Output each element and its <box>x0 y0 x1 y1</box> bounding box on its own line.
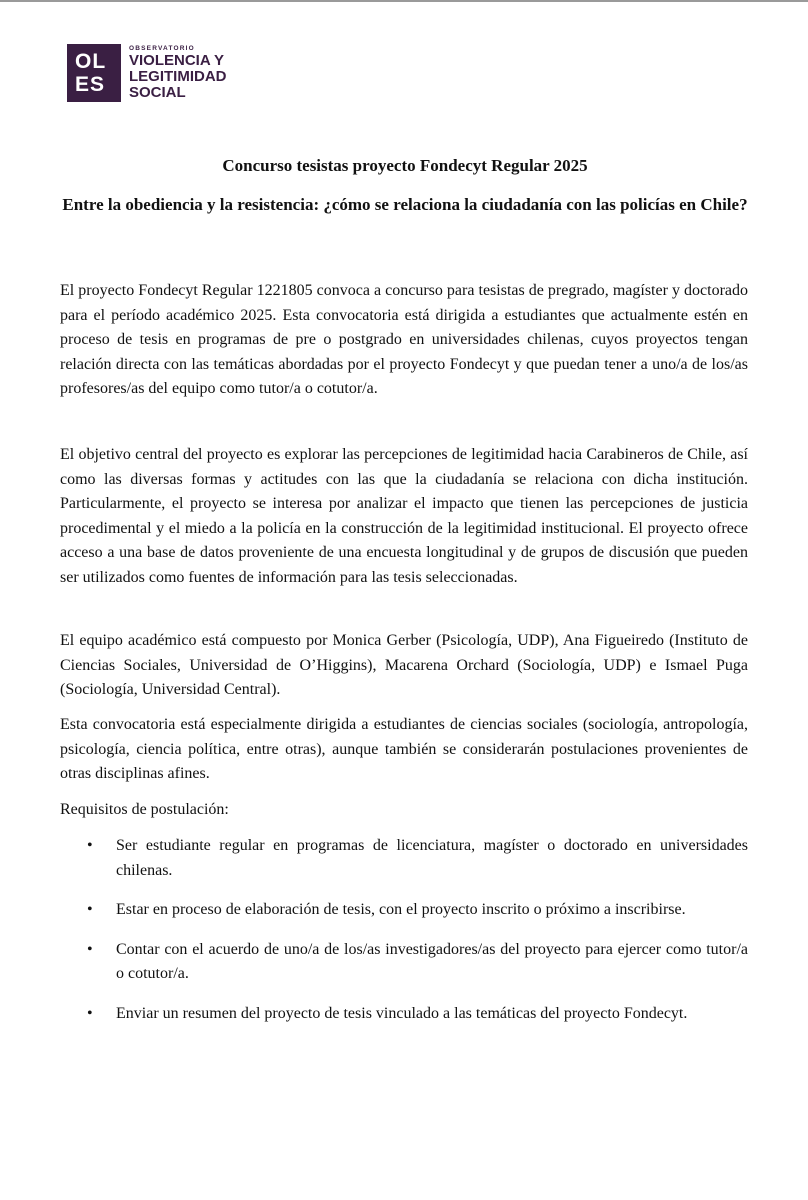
logo-mark-line1: OL <box>75 50 107 73</box>
paragraph-objetivo: El objetivo central del proyecto es explorar las percepciones de legitimidad hacia Carabineros de Chile, así como las diversas formas y actitudes con las que la ciudadanía se relaciona con dicha institución. Particularmente, el proyecto se interesa por analizar el impacto que tienen las percepciones de justicia procedimental y el miedo a la policía en la construcción de la legitimidad institucional. El proyecto ofrece acceso a una base de datos proveniente de una encuesta longitudinal y de grupos de discusión que pueden ser utilizados como fuentes de información para las tesis seleccionadas. <box>60 446 748 586</box>
bullet-icon: • <box>87 940 93 958</box>
requirement-text: Ser estudiante regular en programas de licenciatura, magíster o doctorado en universidades chilenas. <box>116 837 748 879</box>
logo-line2: LEGITIMIDAD <box>129 68 227 85</box>
logo-mark-line2: ES <box>75 73 106 96</box>
logo-line3: SOCIAL <box>129 84 186 101</box>
paragraph-equipo: El equipo académico está compuesto por Monica Gerber (Psicología, UDP), Ana Figueiredo (Instituto de Ciencias Sociales, Universidad de O’Higgins), Macarena Orchard (Sociología, UDP) e Ismael Puga (Sociología, Universidad Central). <box>60 632 748 699</box>
logo-mark <box>67 44 121 102</box>
document-subtitle: Entre la obediencia y la resistencia: ¿cómo se relaciona la ciudadanía con las policías en Chile? <box>62 195 748 214</box>
document-title: Concurso tesistas proyecto Fondecyt Regular 2025 <box>222 156 588 175</box>
requirement-text: Contar con el acuerdo de uno/a de los/as investigadores/as del proyecto para ejercer como tutor/a o cotutor/a. <box>116 940 748 983</box>
requirements-heading: Requisitos de postulación: <box>60 801 229 818</box>
list-item <box>60 938 748 987</box>
paragraph-dirigida: Esta convocatoria está especialmente dirigida a estudiantes de ciencias sociales (sociología, antropología, psicología, ciencia política, entre otras), aunque también se considerarán postulaciones provenientes de otras disciplinas afines. <box>60 716 748 783</box>
list-item <box>60 1002 748 1027</box>
oles-logo <box>67 44 227 102</box>
logo-line1: VIOLENCIA Y <box>129 52 225 69</box>
list-item <box>60 898 748 923</box>
requirement-text: Enviar un resumen del proyecto de tesis vinculado a las temáticas del proyecto Fondecyt. <box>116 1004 688 1022</box>
page-edge <box>0 0 808 2</box>
paragraph-convocatoria: El proyecto Fondecyt Regular 1221805 convoca a concurso para tesistas de pregrado, magíster y doctorado para el período académico 2025. Esta convocatoria está dirigida a estudiantes que actualmente estén en proceso de tesis en programas de pre o postgrado en universidades chilenas, cuyos proyectos tengan relación directa con las temáticas abordadas por el proyecto Fondecyt y que puedan tener a uno/a de los/as profesores/as del equipo como tutor/a o cotutor/a. <box>60 282 748 398</box>
logo-text <box>129 45 227 101</box>
logo-observatorio: OBSERVATORIO <box>129 45 195 52</box>
bullet-icon: • <box>87 1004 93 1022</box>
bullet-icon: • <box>87 901 93 919</box>
bullet-icon: • <box>87 837 93 854</box>
requirements-list <box>60 834 748 1042</box>
list-item <box>60 834 748 883</box>
requirement-text: Estar en proceso de elaboración de tesis, con el proyecto inscrito o próximo a inscribirse. <box>116 901 686 919</box>
